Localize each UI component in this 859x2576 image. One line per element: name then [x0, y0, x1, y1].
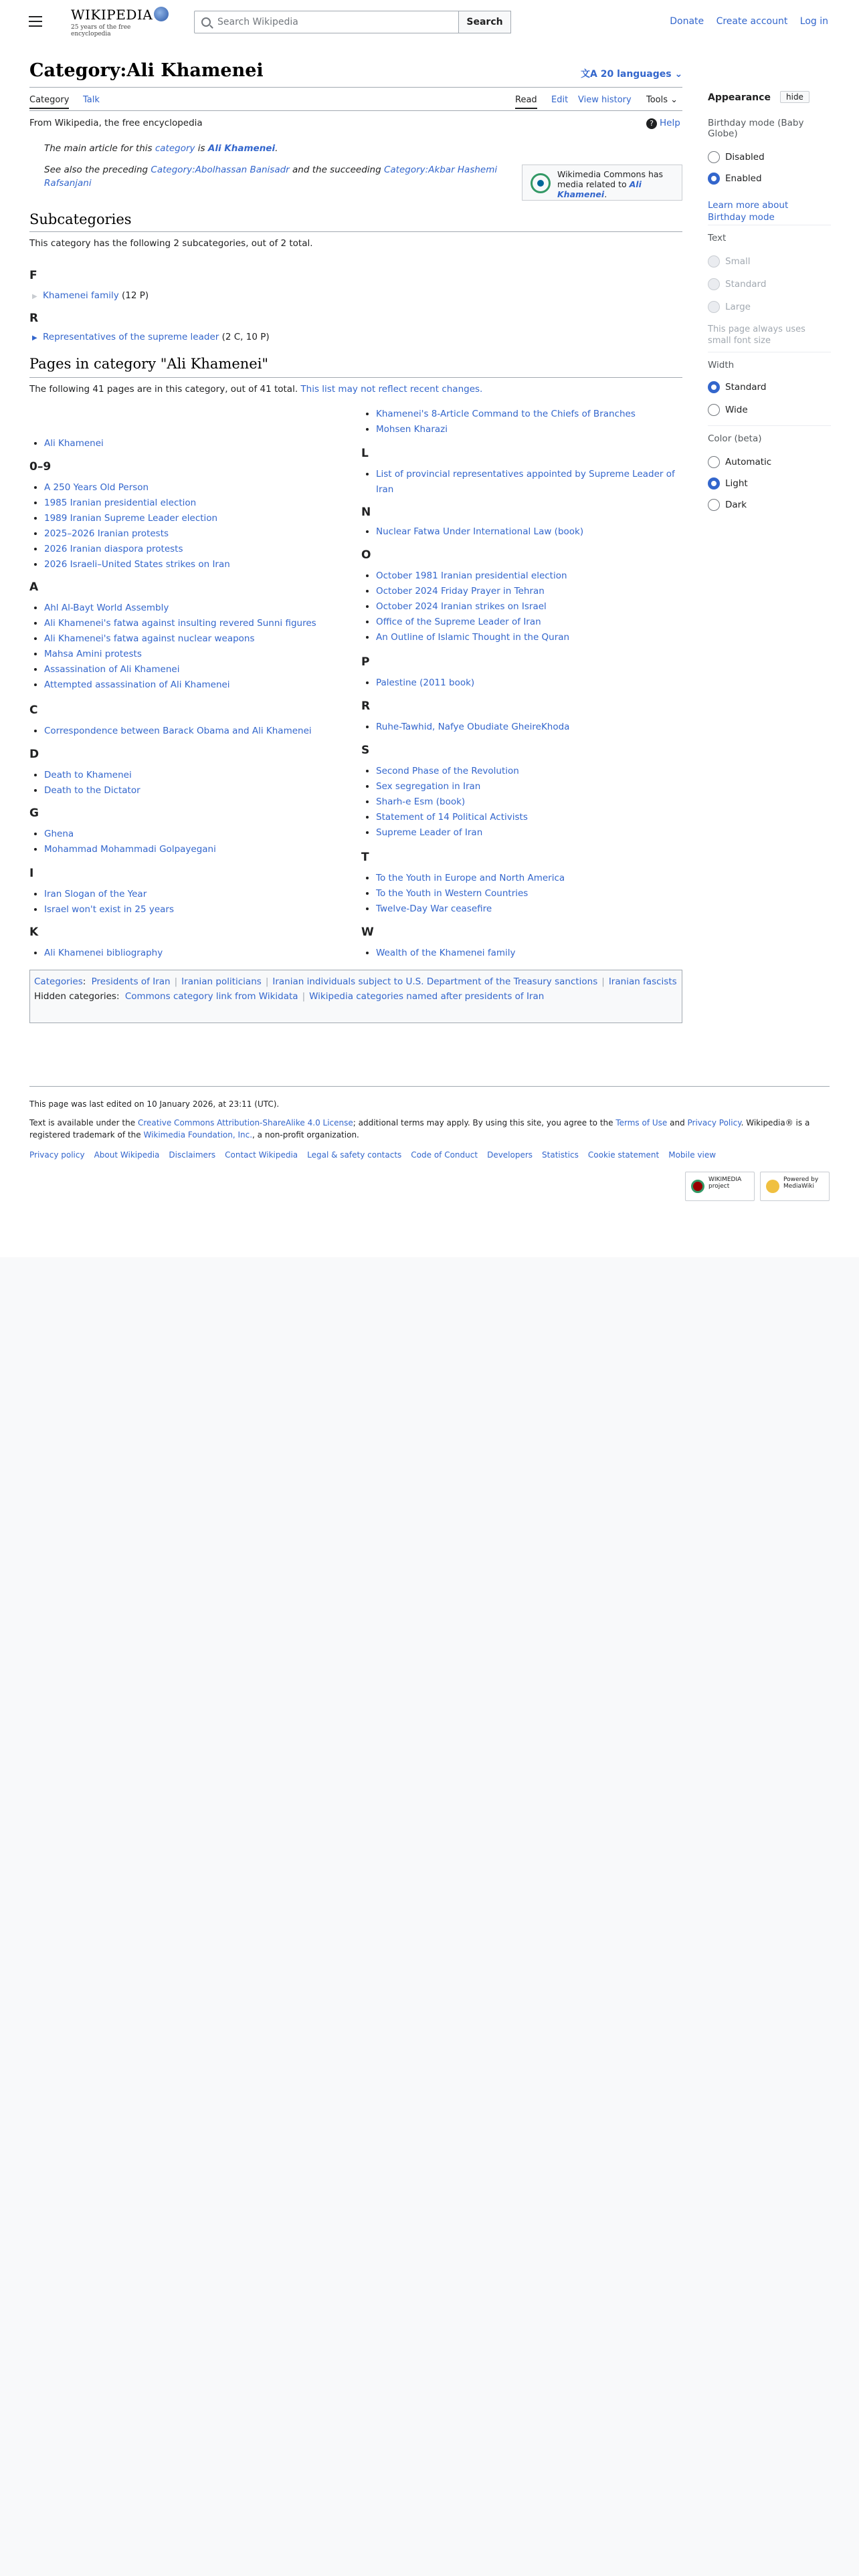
wikimedia-badge[interactable] — [685, 1172, 755, 1201]
list-item[interactable]: • 1985 Iranian presidential election — [44, 496, 230, 511]
hatnote-see-also — [44, 163, 519, 190]
tools-label: Tools — [646, 95, 668, 105]
birthday-mode-label: Birthday mode (Baby Globe) — [708, 118, 804, 139]
footer-link[interactable]: Contact Wikipedia — [225, 1150, 298, 1160]
radio-button[interactable] — [708, 301, 720, 313]
footer-link[interactable]: Statistics — [542, 1150, 579, 1160]
commons-link[interactable]: Ali Khamenei — [557, 179, 642, 199]
group-letter: L — [361, 447, 369, 460]
list-item[interactable]: • October 2024 Iranian strikes on Israel — [376, 599, 569, 615]
text-size-note: This page always uses small font size — [708, 324, 805, 346]
wikimedia-icon — [691, 1180, 704, 1193]
hatnote-text: is — [195, 143, 208, 154]
footer-link[interactable]: Legal & safety contacts — [307, 1150, 402, 1160]
tab-category[interactable]: Category — [29, 95, 69, 109]
help-icon: ? — [646, 118, 657, 129]
radio-button-selected[interactable] — [708, 173, 720, 185]
list-item[interactable]: • To the Youth in Europe and North America — [376, 871, 565, 886]
globe-icon — [154, 7, 169, 21]
list-item[interactable]: • Assassination of Ali Khamenei — [44, 662, 316, 677]
list-item[interactable]: • 1989 Iranian Supreme Leader election — [44, 511, 230, 526]
subcategory-count: (2 C, 10 P) — [221, 332, 270, 342]
site-header — [0, 0, 859, 44]
list-item[interactable]: • Mahsa Amini protests — [44, 647, 316, 662]
list-item[interactable]: • To the Youth in Western Countries — [376, 886, 565, 901]
list-item[interactable]: • Israel won't exist in 25 years — [44, 902, 174, 918]
list-item[interactable]: • Supreme Leader of Iran — [376, 825, 528, 841]
page-list — [29, 887, 174, 918]
category-link[interactable]: Presidents of Iran — [91, 976, 171, 987]
pages-heading: Pages in category "Ali Khamenei" — [29, 356, 269, 372]
option-label: Disabled — [725, 152, 765, 163]
category-link[interactable]: Iranian politicians — [181, 976, 262, 987]
chevron-down-icon: ⌄ — [671, 69, 683, 80]
list-item[interactable]: • Ruhe-Tawhid, Nafye Obudiate GheireKhoda — [376, 720, 569, 735]
list-item[interactable]: • 2026 Iranian diaspora protests — [44, 542, 230, 557]
radio-button[interactable] — [708, 456, 720, 468]
page-list — [29, 724, 312, 739]
footer-link[interactable]: Privacy policy — [29, 1150, 85, 1160]
license-pre: Text is available under the — [29, 1118, 138, 1128]
list-item[interactable]: • October 1981 Iranian presidential election — [376, 568, 569, 584]
page-list — [361, 467, 682, 498]
license-trademark: . Wikipedia® is a registered trademark of the — [29, 1118, 810, 1140]
radio-button[interactable] — [708, 151, 720, 163]
birthday-disabled-option[interactable] — [708, 151, 765, 163]
list-item[interactable]: • Palestine (2011 book) — [376, 675, 474, 691]
hidden-category-link[interactable]: Commons category link from Wikidata — [124, 991, 298, 1002]
footer-link[interactable]: About Wikipedia — [94, 1150, 160, 1160]
list-item[interactable]: • Second Phase of the Revolution — [376, 764, 528, 779]
group-letter: S — [361, 744, 370, 757]
option-label: Standard — [725, 382, 767, 393]
group-letter: I — [29, 867, 34, 880]
wikipedia-logo[interactable] — [71, 7, 171, 37]
page-list — [361, 568, 569, 645]
terms-link[interactable]: Terms of Use — [615, 1118, 668, 1128]
commons-box — [522, 165, 682, 201]
width-wide-option[interactable] — [708, 404, 748, 416]
text-large-option[interactable] — [708, 301, 751, 313]
search-placeholder: Search Wikipedia — [217, 17, 298, 27]
option-label: Light — [725, 478, 748, 489]
footer-link[interactable]: Code of Conduct — [411, 1150, 478, 1160]
footer-link[interactable]: Mobile view — [668, 1150, 717, 1160]
last-edited-text: This page was last edited on 10 January 2026, at 23:11 (UTC). — [29, 1099, 280, 1109]
text-small-option[interactable] — [708, 255, 751, 267]
page-list — [29, 480, 230, 572]
license-link[interactable]: Creative Commons Attribution-ShareAlike 4.0 License — [137, 1118, 353, 1128]
pages-count-text: The following 41 pages are in this category, out of 41 total. — [29, 384, 298, 395]
radio-button-selected[interactable] — [708, 381, 720, 393]
width-standard-option[interactable] — [708, 381, 766, 393]
option-label: Wide — [725, 405, 748, 415]
wikimedia-badge-text: WIKIMEDIA project — [708, 1176, 742, 1190]
subcategories-heading: Subcategories — [29, 211, 132, 227]
page-title: Category:Ali Khamenei — [29, 60, 264, 81]
chevron-down-icon: ⌄ — [668, 95, 678, 105]
category-link[interactable]: Iranian individuals subject to U.S. Department of the Treasury sanctions — [272, 976, 598, 987]
list-item[interactable]: • Death to Khamenei — [44, 768, 140, 783]
recent-changes-note-link[interactable]: This list may not reflect recent changes. — [300, 384, 483, 395]
group-letter: W — [361, 926, 374, 939]
footer-divider — [29, 1086, 830, 1087]
page-list — [361, 764, 528, 841]
color-label: Color (beta) — [708, 433, 762, 444]
mediawiki-badge[interactable] — [760, 1172, 830, 1201]
list-item[interactable]: • Sex segregation in Iran — [376, 779, 528, 794]
group-letter: 0–9 — [29, 460, 52, 473]
radio-button[interactable] — [708, 255, 720, 267]
create-account-link[interactable]: Create account — [716, 16, 788, 27]
list-item[interactable]: • List of provincial representatives appointed by Supreme Leader of Iran — [376, 467, 682, 498]
subcategory-item — [32, 290, 149, 301]
search-input[interactable] — [194, 11, 459, 33]
group-letter: K — [29, 926, 39, 939]
expand-arrow-icon[interactable]: ▶ — [32, 334, 37, 342]
hatnote-text: and the succeeding — [289, 165, 384, 175]
mediawiki-icon — [766, 1180, 779, 1193]
subcategory-item — [32, 332, 270, 342]
list-item[interactable]: • Correspondence between Barack Obama and Ali Khamenei — [44, 724, 312, 739]
list-item[interactable]: • Ali Khamenei's fatwa against insulting revered Sunni figures — [44, 616, 316, 631]
option-label: Standard — [725, 279, 767, 290]
group-letter: D — [29, 748, 39, 761]
page-list — [361, 407, 636, 437]
subcat-letter: F — [29, 269, 37, 282]
license-mid: ; additional terms may apply. By using this site, you agree to the — [353, 1118, 616, 1128]
search-button[interactable]: Search — [459, 11, 511, 33]
donate-link[interactable]: Donate — [670, 16, 704, 27]
license-text — [29, 1117, 830, 1141]
option-label: Dark — [725, 500, 747, 510]
preceding-category-link[interactable]: Category:Abolhassan Banisadr — [151, 165, 290, 175]
tab-talk[interactable]: Talk — [83, 95, 100, 105]
page — [0, 0, 859, 1257]
mediawiki-badge-text: Powered by MediaWiki — [783, 1176, 819, 1190]
subcat-letter: R — [29, 312, 39, 325]
list-item[interactable]: • Iran Slogan of the Year — [44, 887, 174, 902]
birthday-enabled-option[interactable] — [708, 173, 762, 185]
license-and: and — [667, 1118, 688, 1128]
commons-text: Wikimedia Commons has media related to — [557, 169, 664, 189]
site-subtitle: From Wikipedia, the free encyclopedia — [29, 118, 203, 128]
page-list — [361, 946, 516, 961]
language-icon: 文A — [581, 69, 601, 80]
logo-tagline: 25 years of the free encyclopedia — [71, 24, 131, 37]
radio-button[interactable] — [708, 404, 720, 416]
list-item[interactable]: • October 2024 Friday Prayer in Tehran — [376, 584, 569, 599]
privacy-link[interactable]: Privacy Policy — [687, 1118, 741, 1128]
heading-divider — [29, 377, 682, 378]
help-label: Help — [660, 118, 680, 128]
group-letter: N — [361, 506, 371, 519]
list-item[interactable]: • Statement of 14 Political Activists — [376, 810, 528, 825]
subcategory-link[interactable]: Khamenei family — [43, 290, 119, 301]
list-item[interactable]: • 2025–2026 Iranian protests — [44, 526, 230, 542]
group-letter: A — [29, 580, 39, 594]
learn-more-birthday-link[interactable]: Learn more about Birthday mode — [708, 200, 789, 223]
language-button[interactable] — [581, 67, 682, 80]
list-item[interactable]: • Mohammad Mohammadi Golpayegani — [44, 842, 216, 857]
list-item[interactable]: • Ali Khamenei — [44, 436, 104, 451]
page-list — [29, 946, 163, 961]
group-letter: G — [29, 807, 39, 820]
group-letter: T — [361, 851, 369, 864]
hatnote-text: The main article for this — [44, 143, 155, 154]
heading-divider — [29, 231, 682, 232]
option-label: Enabled — [725, 173, 762, 184]
hatnote-text: . — [275, 143, 278, 154]
subcategories-intro: This category has the following 2 subcategories, out of 2 total. — [29, 238, 313, 249]
radio-button[interactable] — [708, 278, 720, 290]
search-form — [194, 11, 511, 33]
list-item[interactable]: • 2026 Israeli–United States strikes on Iran — [44, 557, 230, 572]
footer-link[interactable]: Disclaimers — [169, 1150, 216, 1160]
subcategory-link[interactable]: Representatives of the supreme leader — [43, 332, 219, 342]
help-link[interactable] — [646, 118, 680, 129]
wikimedia-commons-icon — [531, 173, 551, 193]
list-item[interactable]: • Ali Khamenei's fatwa against nuclear weapons — [44, 631, 316, 647]
list-item[interactable]: • Ali Khamenei bibliography — [44, 946, 163, 961]
list-item[interactable]: • Wealth of the Khamenei family — [376, 946, 516, 961]
list-item[interactable]: • Khamenei's 8-Article Command to the Chiefs of Branches — [376, 407, 636, 422]
page-list — [29, 768, 140, 798]
category-links-box: Categories: Presidents of Iran | Iranian politicians | Iranian individuals subject to U.S. Department of the Treasury sanctions | Iranian fascists Hidden categories: Commons category link from Wikidata | Wikipedia categories named after presidents of Iran — [29, 970, 682, 1023]
list-item[interactable]: • Ghena — [44, 827, 216, 842]
title-divider — [29, 87, 682, 88]
page-list — [361, 871, 565, 917]
pages-intro — [29, 384, 482, 395]
hidden-category-link[interactable]: Wikipedia categories named after presidents of Iran — [309, 991, 545, 1002]
color-automatic-option[interactable] — [708, 456, 771, 468]
list-item[interactable]: • Twelve-Day War ceasefire — [376, 901, 565, 917]
group-letter: R — [361, 700, 371, 713]
category-link[interactable]: category — [155, 143, 195, 154]
list-item[interactable]: • Office of the Supreme Leader of Iran — [376, 615, 569, 630]
radio-button[interactable] — [708, 499, 720, 511]
categories-label-link[interactable]: Categories — [34, 976, 83, 987]
main-menu-icon[interactable] — [27, 13, 44, 31]
page-list — [29, 601, 316, 693]
search-icon — [201, 17, 211, 27]
group-letter: C — [29, 704, 38, 717]
hide-appearance-button[interactable]: hide — [780, 91, 809, 103]
subcategory-count: (12 P) — [122, 290, 149, 301]
license-nonprofit: , a non-profit organization. — [252, 1130, 359, 1140]
color-light-option[interactable] — [708, 477, 748, 490]
panel-divider — [708, 425, 831, 426]
hatnote-text: See also the preceding — [44, 165, 151, 175]
succeeding-category-link[interactable]: Category:Akbar Hashemi — [383, 165, 498, 175]
user-links — [660, 16, 828, 27]
list-item[interactable]: • An Outline of Islamic Thought in the Quran — [376, 630, 569, 645]
hidden-categories-label: Hidden categories: — [34, 991, 120, 1002]
list-item[interactable]: • Nuclear Fatwa Under International Law (book) — [376, 524, 583, 540]
list-item[interactable]: • A 250 Years Old Person — [44, 480, 230, 496]
main-article-link[interactable]: Ali Khamenei — [207, 143, 276, 154]
footer-link[interactable]: Developers — [487, 1150, 533, 1160]
page-list — [29, 827, 216, 857]
group-letter: O — [361, 548, 371, 562]
commons-dot: . — [604, 189, 607, 199]
page-list — [361, 720, 569, 735]
appearance-heading: Appearance — [708, 92, 771, 103]
expand-arrow-icon: ▶ — [32, 293, 37, 300]
footer-links — [29, 1149, 830, 1161]
category-link[interactable]: Iranian fascists — [608, 976, 677, 987]
tab-view-history[interactable]: View history — [578, 95, 632, 105]
hatnote-main-article — [44, 143, 278, 154]
tab-read[interactable]: Read — [515, 95, 537, 109]
tab-edit[interactable]: Edit — [551, 95, 569, 105]
option-label: Small — [725, 256, 751, 267]
width-label: Width — [708, 360, 735, 370]
text-standard-option[interactable] — [708, 278, 766, 290]
radio-button-selected[interactable] — [708, 477, 720, 490]
page-tabs — [29, 92, 682, 111]
page-list — [29, 436, 104, 451]
option-label: Automatic — [725, 457, 772, 467]
language-count: 20 languages — [600, 69, 672, 80]
page-list — [361, 524, 583, 540]
succeeding-category-link-cont[interactable]: Rafsanjani — [44, 178, 92, 189]
tools-menu[interactable] — [646, 95, 678, 105]
option-label: Large — [725, 302, 751, 312]
text-size-label: Text — [708, 233, 727, 243]
wmf-link[interactable]: Wikimedia Foundation, Inc. — [143, 1130, 253, 1140]
login-link[interactable]: Log in — [799, 16, 828, 27]
page-list — [361, 675, 474, 691]
footer-link[interactable]: Cookie statement — [587, 1150, 660, 1160]
list-item[interactable]: • Mohsen Kharazi — [376, 422, 636, 437]
list-item[interactable]: • Ahl Al-Bayt World Assembly — [44, 601, 316, 616]
logo-wordmark: WIKIPEDIA — [71, 7, 153, 23]
color-dark-option[interactable] — [708, 499, 747, 511]
list-item[interactable]: • Death to the Dictator — [44, 783, 140, 798]
list-item[interactable]: • Attempted assassination of Ali Khamenei — [44, 677, 316, 693]
group-letter: P — [361, 655, 370, 669]
list-item[interactable]: • Sharh-e Esm (book) — [376, 794, 528, 810]
